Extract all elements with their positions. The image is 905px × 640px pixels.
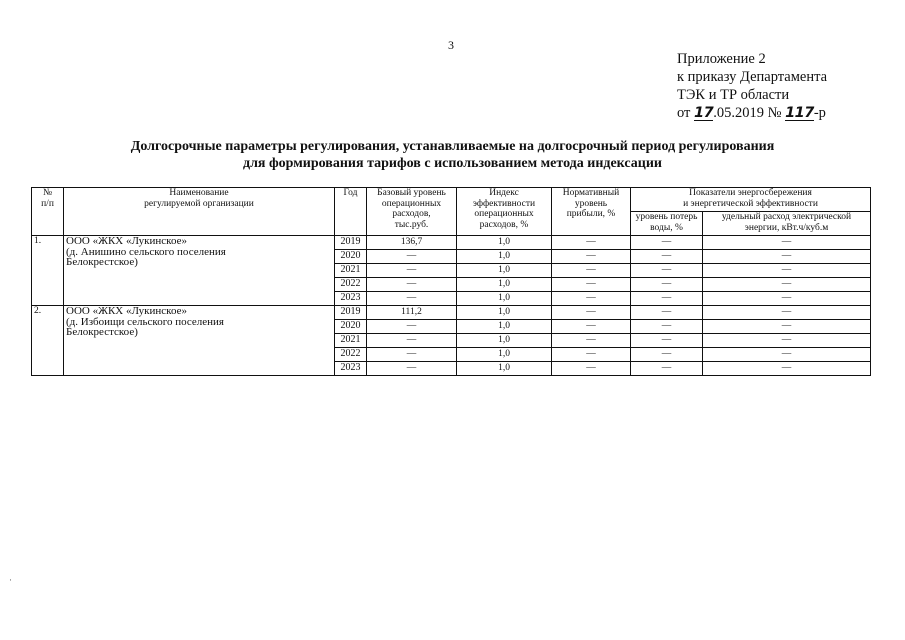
order-suffix: -р [813, 105, 826, 121]
year-cell: 2019 [335, 236, 367, 250]
electricity-cell: — [703, 278, 871, 292]
year-cell: 2023 [335, 362, 367, 376]
efficiency-index-cell: 1,0 [457, 292, 552, 306]
date-rest: .05.2019 № [713, 105, 786, 121]
efficiency-index-cell: 1,0 [457, 278, 552, 292]
base-level-cell: — [367, 348, 457, 362]
org-name-line: (д. Избоищи сельского поселения [66, 315, 224, 328]
profit-level-cell: — [552, 306, 631, 320]
water-loss-cell: — [631, 278, 703, 292]
water-loss-cell: — [631, 236, 703, 250]
water-loss-cell: — [631, 320, 703, 334]
order-number-handwritten: 117 [785, 105, 814, 121]
profit-level-cell: — [552, 250, 631, 264]
profit-level-cell: — [552, 264, 631, 278]
electricity-cell: — [703, 348, 871, 362]
appendix-block [677, 50, 827, 122]
water-loss-cell: — [631, 264, 703, 278]
header-water-loss: уровень потерь воды, % [631, 212, 703, 236]
base-level-cell: — [367, 278, 457, 292]
year-cell: 2019 [335, 306, 367, 320]
efficiency-index-cell: 1,0 [457, 334, 552, 348]
header-year: Год [335, 188, 367, 236]
profit-level-cell: — [552, 362, 631, 376]
water-loss-cell: — [631, 334, 703, 348]
electricity-cell: — [703, 334, 871, 348]
year-cell: 2021 [335, 334, 367, 348]
year-cell: 2023 [335, 292, 367, 306]
profit-level-cell: — [552, 334, 631, 348]
header-electricity: удельный расход электрической энергии, кВт.ч/куб.м [703, 212, 871, 236]
header-efficiency-index: Индекс эффективности операционных расходов, % [457, 188, 552, 236]
appendix-line-2: к приказу Департамента [677, 69, 828, 85]
water-loss-cell: — [631, 250, 703, 264]
table-row [32, 236, 871, 250]
year-cell: 2020 [335, 250, 367, 264]
profit-level-cell: — [552, 320, 631, 334]
date-prefix: от [677, 105, 695, 121]
title-line-1: Долгосрочные параметры регулирования, устанавливаемые на долгосрочный период регулирования [130, 139, 775, 154]
scan-edge-mark: · [9, 575, 12, 585]
year-cell: 2022 [335, 278, 367, 292]
electricity-cell: — [703, 320, 871, 334]
org-name-line: Белокрестское) [66, 256, 138, 268]
appendix-date-line [677, 104, 827, 122]
efficiency-index-cell: 1,0 [457, 362, 552, 376]
base-level-cell: 111,2 [367, 306, 457, 320]
org-number: 1. [32, 236, 64, 306]
base-level-cell: — [367, 362, 457, 376]
efficiency-index-cell: 1,0 [457, 306, 552, 320]
efficiency-index-cell: 1,0 [457, 348, 552, 362]
year-cell: 2020 [335, 320, 367, 334]
header-energy-group: Показатели энергосбережения и энергетической эффективности [631, 188, 871, 212]
electricity-cell: — [703, 236, 871, 250]
water-loss-cell: — [631, 292, 703, 306]
profit-level-cell: — [552, 236, 631, 250]
electricity-cell: — [703, 292, 871, 306]
electricity-cell: — [703, 250, 871, 264]
efficiency-index-cell: 1,0 [457, 236, 552, 250]
base-level-cell: — [367, 320, 457, 334]
efficiency-index-cell: 1,0 [457, 320, 552, 334]
org-name [64, 306, 335, 376]
header-num: № п/п [32, 188, 64, 236]
profit-level-cell: — [552, 278, 631, 292]
org-name [64, 236, 335, 306]
water-loss-cell: — [631, 362, 703, 376]
table-row [32, 306, 871, 320]
org-name-line: (д. Анишино сельского поселения [66, 245, 226, 258]
year-cell: 2021 [335, 264, 367, 278]
efficiency-index-cell: 1,0 [457, 250, 552, 264]
base-level-cell: 136,7 [367, 236, 457, 250]
base-level-cell: — [367, 264, 457, 278]
profit-level-cell: — [552, 348, 631, 362]
page-number: 3 [448, 38, 454, 52]
electricity-cell: — [703, 264, 871, 278]
water-loss-cell: — [631, 306, 703, 320]
org-number: 2. [32, 306, 64, 376]
appendix-line-3: ТЭК и ТР области [677, 87, 790, 103]
appendix-line-1: Приложение 2 [677, 51, 766, 67]
efficiency-index-cell: 1,0 [457, 264, 552, 278]
header-name: Наименование регулируемой организации [64, 188, 335, 236]
water-loss-cell: — [631, 348, 703, 362]
document-title [0, 138, 905, 172]
electricity-cell: — [703, 306, 871, 320]
header-profit-level: Нормативный уровень прибыли, % [552, 188, 631, 236]
org-name-line: ООО «ЖКХ «Лукинское» [66, 305, 187, 317]
org-name-line: ООО «ЖКХ «Лукинское» [66, 235, 187, 247]
title-line-2: для формирования тарифов с использованием метода индексации [242, 156, 662, 171]
header-base-level: Базовый уровень операционных расходов, тыс.руб. [367, 188, 457, 236]
org-name-line: Белокрестское) [66, 326, 138, 338]
parameters-table [31, 187, 871, 376]
year-cell: 2022 [335, 348, 367, 362]
date-day-handwritten: 17 [694, 105, 714, 121]
profit-level-cell: — [552, 292, 631, 306]
base-level-cell: — [367, 334, 457, 348]
base-level-cell: — [367, 250, 457, 264]
electricity-cell: — [703, 362, 871, 376]
table-body [32, 236, 871, 376]
base-level-cell: — [367, 292, 457, 306]
